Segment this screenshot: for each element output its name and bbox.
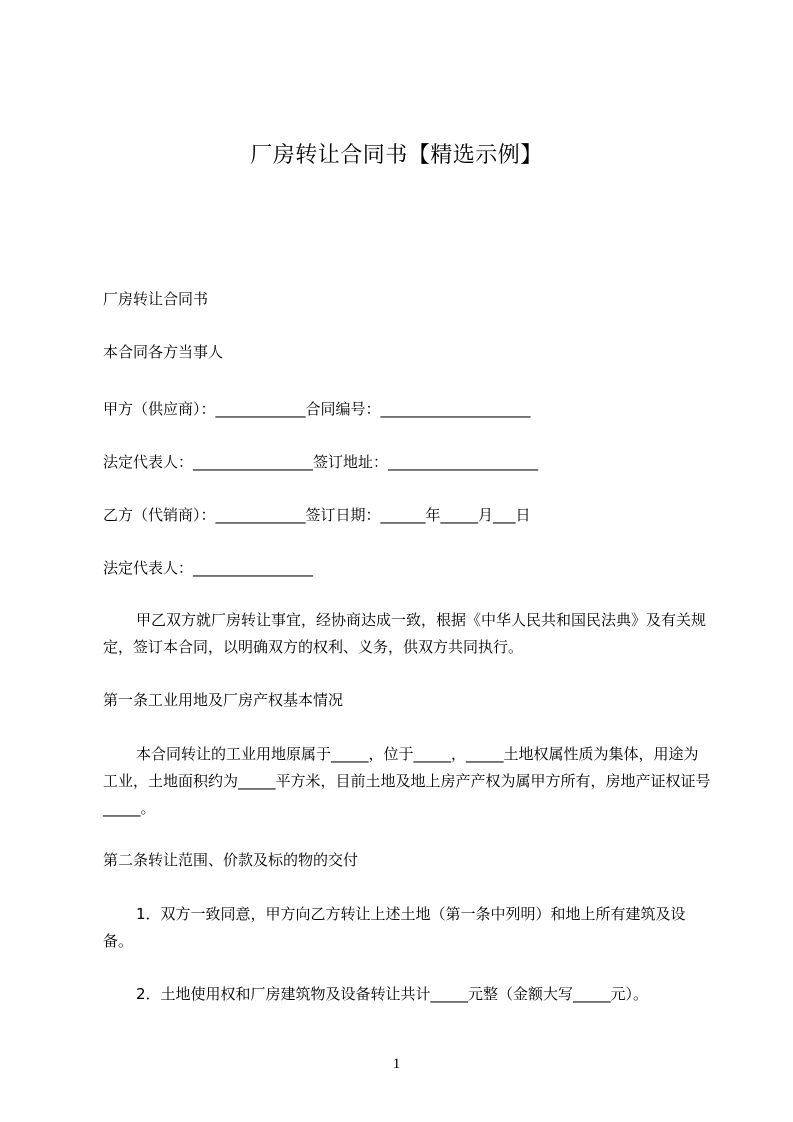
article-2-item-2: 2．土地使用权和厂房建筑物及设备转让共计_____元整（金额大写_____元）。	[136, 985, 649, 1003]
legal-rep-line-2: 法定代表人：________________	[103, 559, 314, 577]
page-number: 1	[392, 1056, 401, 1072]
article-1-title: 第一条工业用地及厂房产权基本情况	[103, 691, 344, 709]
party-b-line: 乙方（代销商）：____________签订日期：______年_____月___日	[103, 506, 531, 524]
article-2-item-1: 1．双方一致同意，甲方向乙方转让上述土地（第一条中列明）和地上所有建筑及设备。	[103, 905, 686, 950]
article-1-body: 本合同转让的工业用地原属于_____，位于_____，_____土地权属性质为集体，用途为工业，土地面积约为_____平方米，目前土地及地上房产产权为属甲方所有，房地产证权证号_____。	[103, 745, 711, 817]
contract-heading: 厂房转让合同书	[103, 290, 209, 308]
document-title: 厂房转让合同书【精选示例】	[250, 143, 543, 168]
parties-heading: 本合同各方当事人	[103, 343, 224, 361]
intro-paragraph: 甲乙双方就厂房转让事宜，经协商达成一致，根据《中华人民共和国民法典》及有关规定，签订本合同，以明确双方的权利、义务，供双方共同执行。	[103, 611, 707, 656]
article-2-title: 第二条转让范围、价款及标的物的交付	[103, 851, 359, 869]
legal-rep-line-1: 法定代表人：________________签订地址：____________________	[103, 453, 539, 471]
party-a-line: 甲方（供应商）：____________合同编号：____________________	[103, 400, 531, 418]
